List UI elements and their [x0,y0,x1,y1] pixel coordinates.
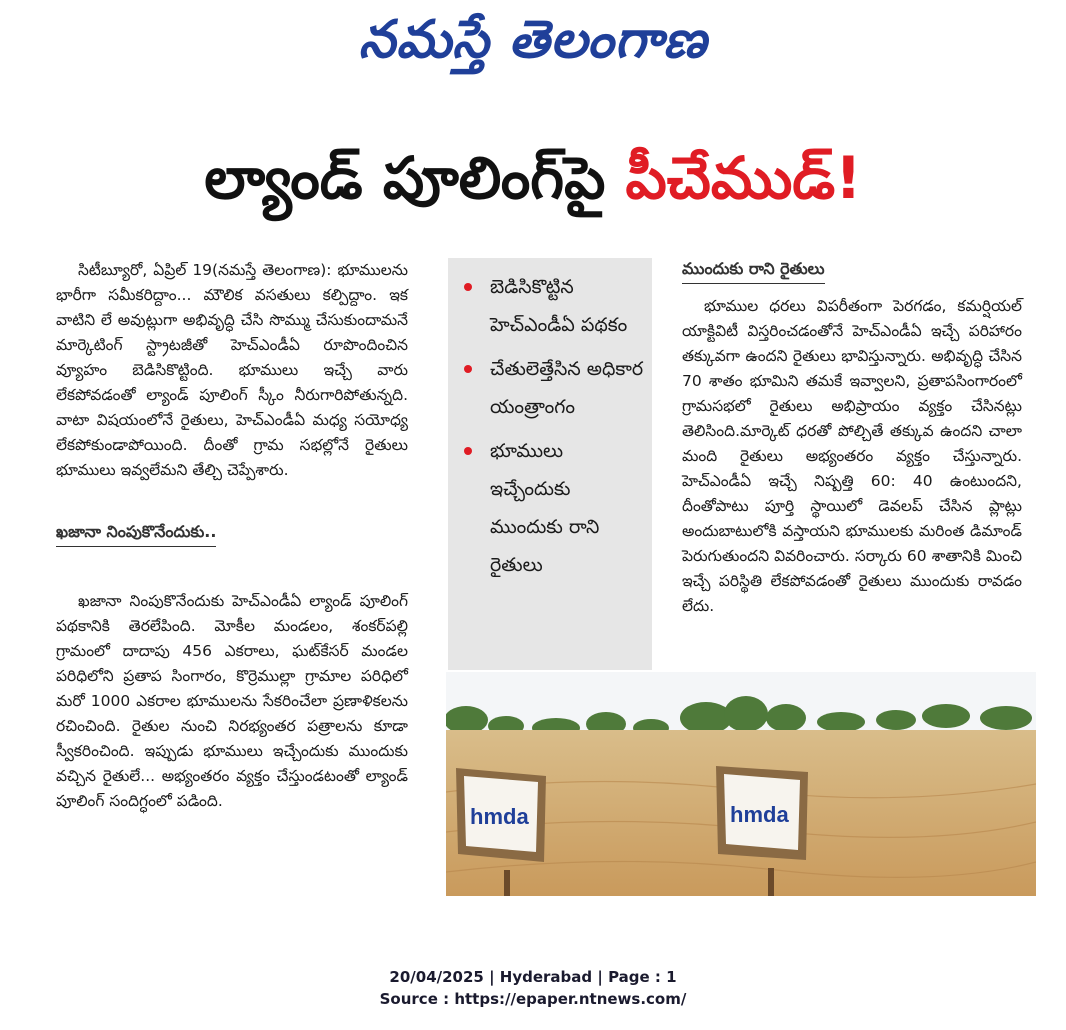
bullet-icon [464,365,472,373]
article-paragraph-2: ఖజానా నింపుకొనేందుకు హెచ్‌ఎండీఏ ల్యాండ్ పూలింగ్ పథకానికి తెరలేపింది. మోకీల మండలం, శంకర్‌పల్లి గ్రామంలో దాదాపు 456 ఎకరాలు, ఘట్‌కేసర్ మండల పరిధిలోని ప్రతాప సింగారం, కొర్రెముల్లా గ్రామాల పరిధిలో మరో 1000 ఎకరాల భూములను సేకరించేలా ప్రణాళికలను రచించింది. రైతుల నుంచి నిరభ్యంతర పత్రాలను కూడా స్వీకరించింది. ఇప్పుడు భూములు ఇచ్చేందుకు ముందుకు వచ్చిన రైతులే... అభ్యంతరం వ్యక్తం చేస్తుండటంతో ల్యాండ్ పూలింగ్ సందిగ్ధంలో పడింది. [56,592,408,810]
highlight-text: భూములు ఇచ్చేందుకు ముందుకు రాని రైతులు [490,440,600,576]
headline-main: ల్యాండ్ పూలింగ్‌పై [204,144,606,212]
footer [0,966,1066,1010]
highlight-text: బెడిసికొట్టిన హెచ్‌ఎండీఏ పథకం [490,276,628,336]
bullet-icon [464,447,472,455]
masthead-logo: నమస్తే తెలంగాణ [358,10,708,70]
subhead-treasury: ఖజానా నింపుకొనేందుకు.. [56,519,216,547]
bullet-icon [464,283,472,291]
article-paragraph-3: భూముల ధరలు విపరీతంగా పెరగడం, కమర్షియల్ యాక్టివిటీ విస్తరించడంతోనే హెచ్‌ఎండీఏ ఇచ్చే పరిహారం తక్కువగా ఉందని రైతులు భావిస్తున్నారు. అభివృద్ధి చేసిన 70 శాతం భూమిని తమకే ఇవ్వాలని, ప్రతాపసింగారంలో గ్రామసభలో రైతులు అభిప్రాయం వ్యక్తం చేసినట్లు తెలిసింది.మార్కెట్ ధరతో పోల్చితే తక్కువ ఉందని చాలా మంది రైతులు అభ్యంతరం వ్యక్తం చేస్తున్నారు. హెచ్‌ఎండీఏ ఇచ్చే నిష్పత్తి 60: 40 ఉంటుందని, దీంతోపాటు పూర్తి స్థాయిలో డెవలప్ చేసిన ప్లాట్లు అందుబాటులోకి వస్తాయని భూములకు మరింత డిమాండ్ పెరుగుతుందని వివరించారు. సర్కారు 60 శాతానికి మించి ఇచ్చే పరిస్థితి లేకపోవడంతో రైతులు ముందుకు రావడం లేదు. [682,297,1022,615]
highlight-item [464,268,644,344]
left-column [56,258,408,814]
subhead-farmers: ముందుకు రాని రైతులు [682,256,825,284]
highlight-item [464,432,644,584]
hmda-logo-text: hmda [470,804,529,829]
highlights-box [448,258,652,670]
highlight-item [464,350,644,426]
land-photo [446,672,1036,896]
highlight-text: చేతులెత్తేసిన అధికార యంత్రాంగం [490,358,644,418]
hmda-logo-text: hmda [730,802,789,827]
land-photo-illustration [446,672,1036,896]
article-paragraph-1: సిటీబ్యూరో, ఏప్రిల్ 19(నమస్తే తెలంగాణ): భూములను భారీగా సమీకరిద్దాం... మౌలిక వసతులు కల్పిద్దాం. ఇక వాటిని లే అవుట్లుగా అభివృద్ధి చేసి సొమ్ము చేసుకుందామనే మార్కెటింగ్ స్ట్రాటజీతో హెచ్‌ఎండీఏ రూపొందించిన వ్యూహం బెడిసికొట్టింది. భూములు ఇచ్చే వారు లేకపోవడంతో ల్యాండ్ పూలింగ్ స్కీం నీరుగారిపోతున్నది. వాటా విషయంలోనే రైతులు, హెచ్‌ఎండీఏ మధ్య సయోధ్య లేకపోకుండాపోయింది. దీంతో గ్రామ సభల్లోనే రైతులు భూములు ఇవ్వలేమని తేల్చి చెప్పేశారు. [56,261,408,479]
headline-accent: పీచేముడ్! [625,144,862,212]
right-column [682,256,1022,619]
footer-source-line: Source : https://epaper.ntnews.com/ [379,990,687,1008]
headline [0,138,1066,218]
footer-date-line: 20/04/2025 | Hyderabad | Page : 1 [389,968,677,986]
